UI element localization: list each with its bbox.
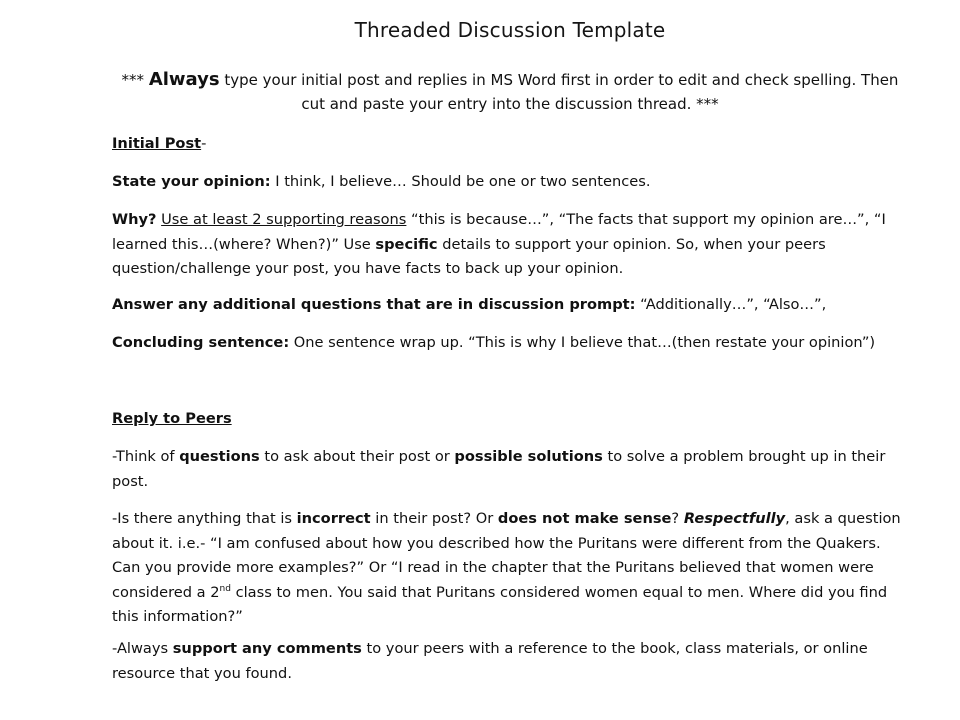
why-paragraph: [112, 208, 912, 282]
p2-text-b: in their post? Or: [370, 510, 498, 527]
state-opinion-line: [112, 170, 912, 195]
state-opinion-label: State your opinion:: [112, 173, 271, 190]
p2-text-c: ?: [671, 510, 684, 527]
p1-text-c: to solve a problem brought up in their post.: [112, 448, 886, 490]
reply-paragraph-1: [112, 445, 912, 494]
p2-text-d: , ask a question about it. i.e.- “I am confused about how you described how the Puritans were different from the Quakers. Can you provide more examples?” Or “I read in the chapter that the Puritans believed that women were considered a 2: [112, 510, 901, 601]
reply-heading: [112, 407, 912, 432]
p2-text-a: -Is there anything that is: [112, 510, 297, 527]
initial-post-heading-suffix: -: [201, 135, 207, 152]
initial-post-heading-text: Initial Post: [112, 135, 202, 152]
p2-superscript: nd: [219, 583, 231, 594]
document-title: Threaded Discussion Template: [354, 18, 666, 42]
reply-paragraph-3: [112, 637, 912, 686]
concluding-text: One sentence wrap up. “This is why I believe that…(then restate your opinion”): [289, 334, 876, 351]
p2-respectfully: Respectfully: [683, 510, 786, 527]
p2-text-e: class to men. You said that Puritans considered women equal to men. Where did you find this information?”: [112, 583, 888, 625]
p1-solutions: possible solutions: [454, 448, 603, 465]
reply-paragraph-2: [112, 507, 912, 630]
why-text-1: “this is because…”, “The facts that support my opinion are…”, “I learned this…(where? When?)” Use: [112, 211, 886, 253]
concluding-label: Concluding sentence:: [112, 334, 290, 351]
p3-support: support any comments: [172, 640, 362, 657]
answer-text: “Additionally…”, “Also…”,: [635, 296, 827, 313]
note-always: Always: [148, 69, 220, 90]
state-opinion-text: I think, I believe… Should be one or two sentences.: [270, 173, 651, 190]
why-specific: specific: [375, 235, 438, 253]
note-stars: ***: [121, 71, 149, 89]
reply-heading-text: Reply to Peers: [112, 410, 232, 427]
p1-text-a: -Think of: [112, 448, 180, 465]
instruction-note: [120, 68, 900, 116]
p3-text-b: to your peers with a reference to the book, class materials, or online resource that you found.: [112, 640, 868, 682]
answer-questions-line: [112, 293, 912, 318]
p2-incorrect: incorrect: [296, 510, 371, 527]
why-text-2: details to support your opinion. So, when your peers question/challenge your post, you have facts to back up your opinion.: [112, 235, 826, 277]
p3-text-a: -Always: [112, 640, 173, 657]
why-underlined: Use at least 2 supporting reasons: [161, 211, 407, 228]
p1-text-b: to ask about their post or: [259, 448, 455, 465]
why-label: Why?: [112, 211, 157, 228]
answer-label: Answer any additional questions that are in discussion prompt:: [112, 296, 636, 313]
p2-not-make-sense: does not make sense: [497, 510, 672, 527]
initial-post-heading: [112, 132, 912, 157]
concluding-sentence-line: [112, 331, 912, 356]
note-text: type your initial post and replies in MS Word first in order to edit and check spelling. Then cut and paste your entry into the discussion thread. ***: [219, 71, 899, 113]
p1-questions: questions: [179, 448, 260, 465]
